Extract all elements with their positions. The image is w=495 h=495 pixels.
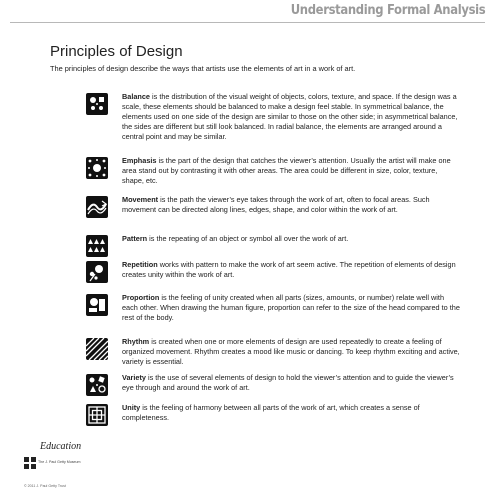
principle-proportion [86,293,458,341]
principle-description [122,234,460,244]
principle-text: works with pattern to make the work of art seem active. The repetition of elements of design creates unity within the work of art. [122,260,456,279]
principle-description [122,373,460,393]
variety-icon [86,374,108,396]
movement-icon [86,196,108,218]
logo-mark-icon [24,457,36,469]
pattern-icon [86,235,108,257]
repetition-icon [86,261,108,283]
principle-text: is the repeating of an object or symbol all over the work of art. [147,234,349,243]
principle-description [122,156,460,186]
rhythm-icon [86,338,108,360]
principle-text: is the part of the design that catches the viewer’s attention. Usually the artist will make one area stand out by contrasting it with other areas. The area could be different in size, color, texture, shape, etc. [122,156,451,185]
principle-balance [86,92,458,140]
principle-description [122,260,460,280]
principle-description [122,337,460,367]
principle-term: Movement [122,195,159,204]
balance-icon [86,93,108,115]
principle-term: Variety [122,373,146,382]
logo-text: Education [40,441,82,452]
logo-subtitle: The J. Paul Getty Museum [38,460,81,464]
principle-text: is created when one or more elements of design are used repeatedly to create a feeling of organized movement. Rhythm creates a mood like music or dancing. To keep rhythm exciting and active, variety is essential. [122,337,460,366]
principle-term: Proportion [122,293,160,302]
copyright: © 2011 J. Paul Getty Trust [24,484,66,488]
principle-text: is the distribution of the visual weight of objects, colors, texture, and space. If the design was a scale, these elements should be balanced to make a design feel stable. In symmetrical balance, the elements used on one side of the design are similar to those on the other side; in asymmetrical balance, the sides are different but still look balanced. In radial balance, the elements are arranged around a central point and may be similar. [122,92,458,141]
page-title: Principles of Design [50,43,183,60]
page-header [0,0,495,40]
principle-term: Unity [122,403,141,412]
header-rule [10,22,485,23]
principle-term: Repetition [122,260,158,269]
principle-term: Pattern [122,234,148,243]
principle-text: is the feeling of unity created when all parts (sizes, amounts, or number) relate well with each other. When drawing the human figure, proportion can refer to the size of the head compared to the rest of the body. [122,293,460,322]
principle-description [122,195,460,215]
principle-text: is the feeling of harmony between all parts of the work of art, which creates a sense of completeness. [122,403,420,422]
unity-icon [86,404,108,426]
header-title: Understanding Formal Analysis [290,2,485,18]
getty-education-logo [24,440,144,490]
principle-term: Rhythm [122,337,150,346]
proportion-icon [86,294,108,316]
principle-text: is the path the viewer’s eye takes through the work of art, often to focal areas. Such movement can be directed along lines, edges, shape, and color within the work of art. [122,195,430,214]
principle-term: Balance [122,92,150,101]
principle-description [122,92,460,142]
emphasis-icon [86,157,108,179]
principle-text: is the use of several elements of design to hold the viewer’s attention and to guide the viewer’s eye through and around the work of art. [122,373,454,392]
principle-term: Emphasis [122,156,157,165]
intro-text: The principles of design describe the ways that artists use the elements of art in a work of art. [50,64,356,73]
principle-description [122,403,460,423]
principle-description [122,293,460,323]
